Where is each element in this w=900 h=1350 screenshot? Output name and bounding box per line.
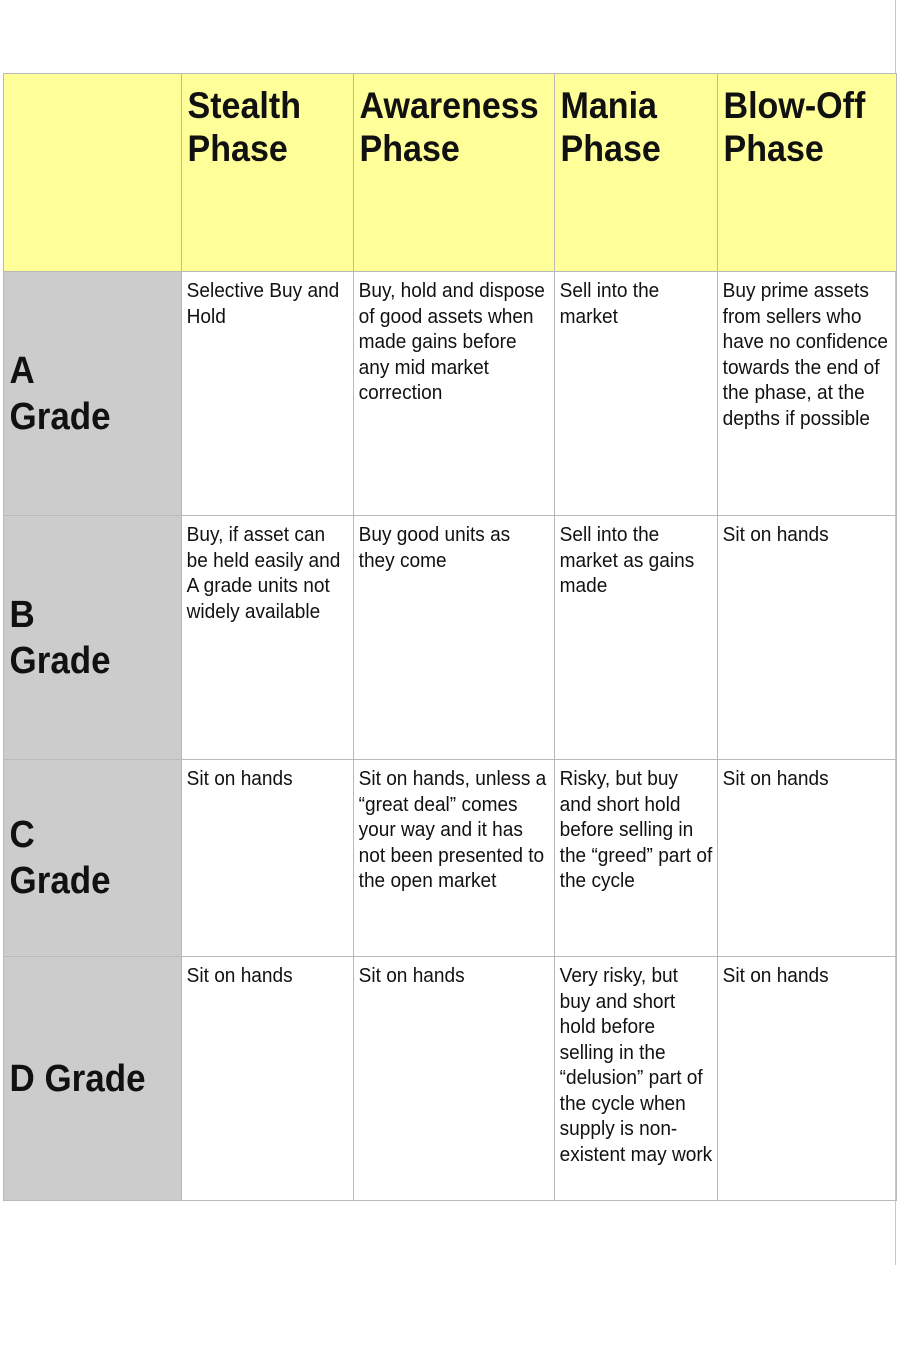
header-cell-mania [555, 74, 718, 272]
cell-text: Selective Buy and Hold [186, 279, 340, 328]
header-row [4, 74, 897, 272]
table-row-c-grade [4, 760, 897, 957]
header-cell-awareness [354, 74, 555, 272]
table-cell [182, 957, 354, 1201]
cell-text: Sell into the market [559, 279, 660, 328]
cell-text: Sell into the market as gains made [559, 523, 695, 597]
cell-text: Buy, hold and dispose of good assets when made gains before any mid market correction [358, 279, 545, 404]
cell-text: Sit on hands [186, 964, 293, 987]
grade-label-cell [4, 516, 182, 760]
grade-label-line1: A [9, 349, 35, 392]
phase-title: Blow-Off Phase [723, 85, 866, 169]
grade-label-line2: Grade [9, 639, 111, 682]
cell-text: Very risky, but buy and short hold before selling in the “delusion” part of the cycle when supply is non-existent may work [559, 964, 713, 1166]
phase-title: Awareness Phase [359, 85, 539, 169]
grade-label-cell [4, 957, 182, 1201]
table-cell [354, 516, 555, 760]
strategy-table [3, 73, 897, 1201]
grade-label-line2: Grade [9, 860, 111, 902]
header-cell-stealth [182, 74, 354, 272]
cell-text: Buy prime assets from sellers who have no confidence towards the end of the phase, at the depths if possible [722, 279, 889, 430]
cell-text: Buy good units as they come [358, 523, 511, 572]
table-row-d-grade [4, 957, 897, 1201]
table-row-b-grade [4, 516, 897, 760]
grade-label-line2: Grade [9, 395, 111, 438]
table-cell [182, 760, 354, 957]
header-cell-blow-off [718, 74, 897, 272]
table-cell [718, 272, 897, 516]
grade-label-cell [4, 272, 182, 516]
table-cell [718, 957, 897, 1201]
cell-text: Sit on hands [358, 964, 465, 987]
table-cell [182, 516, 354, 760]
cell-text: Sit on hands [186, 767, 293, 790]
table-cell [718, 516, 897, 760]
cell-text: Sit on hands [722, 964, 829, 987]
table-cell [555, 760, 718, 957]
cell-text: Sit on hands [722, 523, 829, 546]
table-cell [555, 516, 718, 760]
table-cell [182, 272, 354, 516]
table-row-a-grade [4, 272, 897, 516]
phase-title: Stealth Phase [187, 85, 302, 169]
header-corner-cell [4, 74, 182, 272]
table-cell [555, 272, 718, 516]
grade-label-cell [4, 760, 182, 957]
table-cell [354, 760, 555, 957]
cell-text: Sit on hands [722, 767, 829, 790]
table-cell [354, 272, 555, 516]
table-cell [354, 957, 555, 1201]
grade-label-line1: D Grade [9, 1057, 146, 1100]
cell-text: Risky, but buy and short hold before selling in the “greed” part of the cycle [559, 767, 713, 892]
cell-text: Sit on hands, unless a “great deal” comes your way and it has not been presented to the open market [358, 767, 547, 892]
phase-title: Mania Phase [560, 85, 661, 169]
cell-text: Buy, if asset can be held easily and A grade units not widely available [186, 523, 341, 623]
grade-label-line1: B [9, 593, 35, 636]
table-cell [555, 957, 718, 1201]
grade-label-line1: C [9, 814, 35, 856]
table-cell [718, 760, 897, 957]
